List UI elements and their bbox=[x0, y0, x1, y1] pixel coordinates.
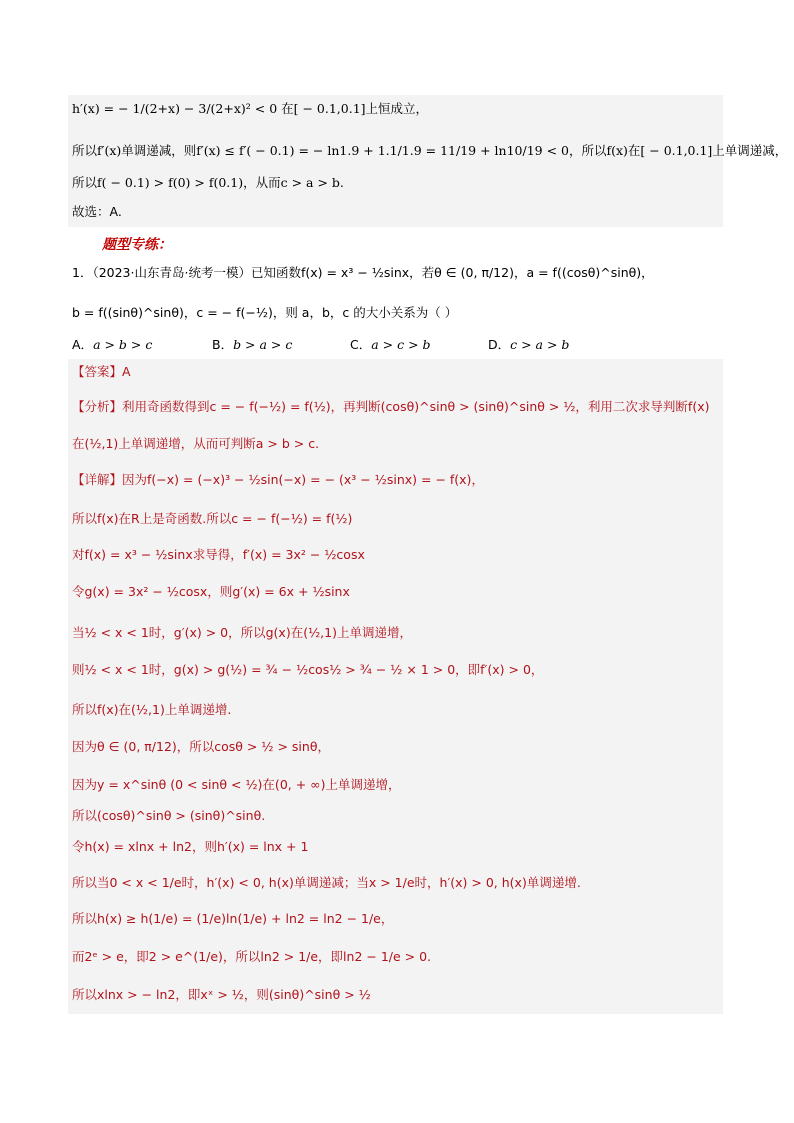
option-a: A．a > b > c bbox=[72, 337, 153, 352]
option-b: B．b > a > c bbox=[212, 337, 293, 352]
option-c: C．a > c > b bbox=[350, 337, 431, 352]
detail-line: 所以f(x)在R上是奇函数.所以c = − f(−½) = f(½) bbox=[72, 511, 353, 526]
detail-line: 令g(x) = 3x² − ½cosx，则g′(x) = 6x + ½sinx bbox=[72, 584, 350, 599]
answer-line: 【答案】A bbox=[72, 364, 131, 379]
analysis-line-2: 在(½,1)上单调递增，从而可判断a > b > c. bbox=[72, 436, 320, 451]
detail-line: 因为y = x^sinθ (0 < sinθ < ½)在(0, + ∞)上单调递增， bbox=[72, 777, 401, 792]
section-heading: 题型专练： bbox=[102, 237, 172, 253]
prev-line-4: 故选：A. bbox=[72, 204, 122, 219]
detail-line: 因为θ ∈ (0, π/12)，所以cosθ > ½ > sinθ， bbox=[72, 739, 330, 754]
prev-line-2: 所以f′(x)单调递减，则f′(x) ≤ f′( − 0.1) = − ln1.9 + 1.1/1.9 = 11/19 + ln10/19 < 0，所以f(x)在[ − 0.1,0.1]上单调递减， bbox=[72, 143, 788, 158]
detail-line: 当½ < x < 1时，g′(x) > 0，所以g(x)在(½,1)上单调递增， bbox=[72, 625, 412, 640]
detail-line: 所以当0 < x < 1/e时，h′(x) < 0, h(x)单调递减；当x > 1/e时，h′(x) > 0, h(x)单调递增. bbox=[72, 875, 581, 890]
detail-line: 而2ᵉ > e，即2 > e^(1/e)，所以ln2 > 1/e，即ln2 − 1/e > 0. bbox=[72, 949, 432, 964]
detail-line: 所以f(x)在(½,1)上单调递增. bbox=[72, 702, 232, 717]
detail-line: 所以h(x) ≥ h(1/e) = (1/e)ln(1/e) + ln2 = ln2 − 1/e， bbox=[72, 911, 394, 926]
detail-line: 所以xlnx > − ln2，即xˣ > ½，则(sinθ)^sinθ > ½ bbox=[72, 987, 371, 1002]
option-d: D．c > a > b bbox=[488, 337, 570, 352]
analysis-line-1: 【分析】利用奇函数得到c = − f(−½) = f(½)，再判断(cosθ)^sinθ > (sinθ)^sinθ > ½，利用二次求导判断f(x) bbox=[72, 399, 710, 414]
detail-line: 则½ < x < 1时，g(x) > g(½) = ¾ − ½cos½ > ¾ − ½ × 1 > 0，即f′(x) > 0， bbox=[72, 662, 544, 677]
detail-line: 令h(x) = xlnx + ln2，则h′(x) = lnx + 1 bbox=[72, 839, 309, 854]
problem-line-2: b = f((sinθ)^sinθ)，c = − f(−½)，则 a，b，c 的大小关系为（ ） bbox=[72, 305, 458, 320]
prev-line-1: h′(x) = − 1/(2+x) − 3/(2+x)² < 0 在[ − 0.1,0.1]上恒成立， bbox=[72, 101, 429, 116]
problem-line-1: 1．（2023·山东青岛·统考一模）已知函数f(x) = x³ − ½sinx，若θ ∈ (0, π/12)，a = f((cosθ)^sinθ)， bbox=[72, 265, 654, 280]
detail-line: 【详解】因为f(−x) = (−x)³ − ½sin(−x) = − (x³ − ½sinx) = − f(x)， bbox=[72, 472, 484, 487]
detail-line: 对f(x) = x³ − ½sinx求导得，f′(x) = 3x² − ½cosx bbox=[72, 547, 365, 562]
detail-line: 所以(cosθ)^sinθ > (sinθ)^sinθ. bbox=[72, 808, 266, 823]
prev-line-3: 所以f( − 0.1) > f(0) > f(0.1)，从而c > a > b. bbox=[72, 175, 344, 190]
